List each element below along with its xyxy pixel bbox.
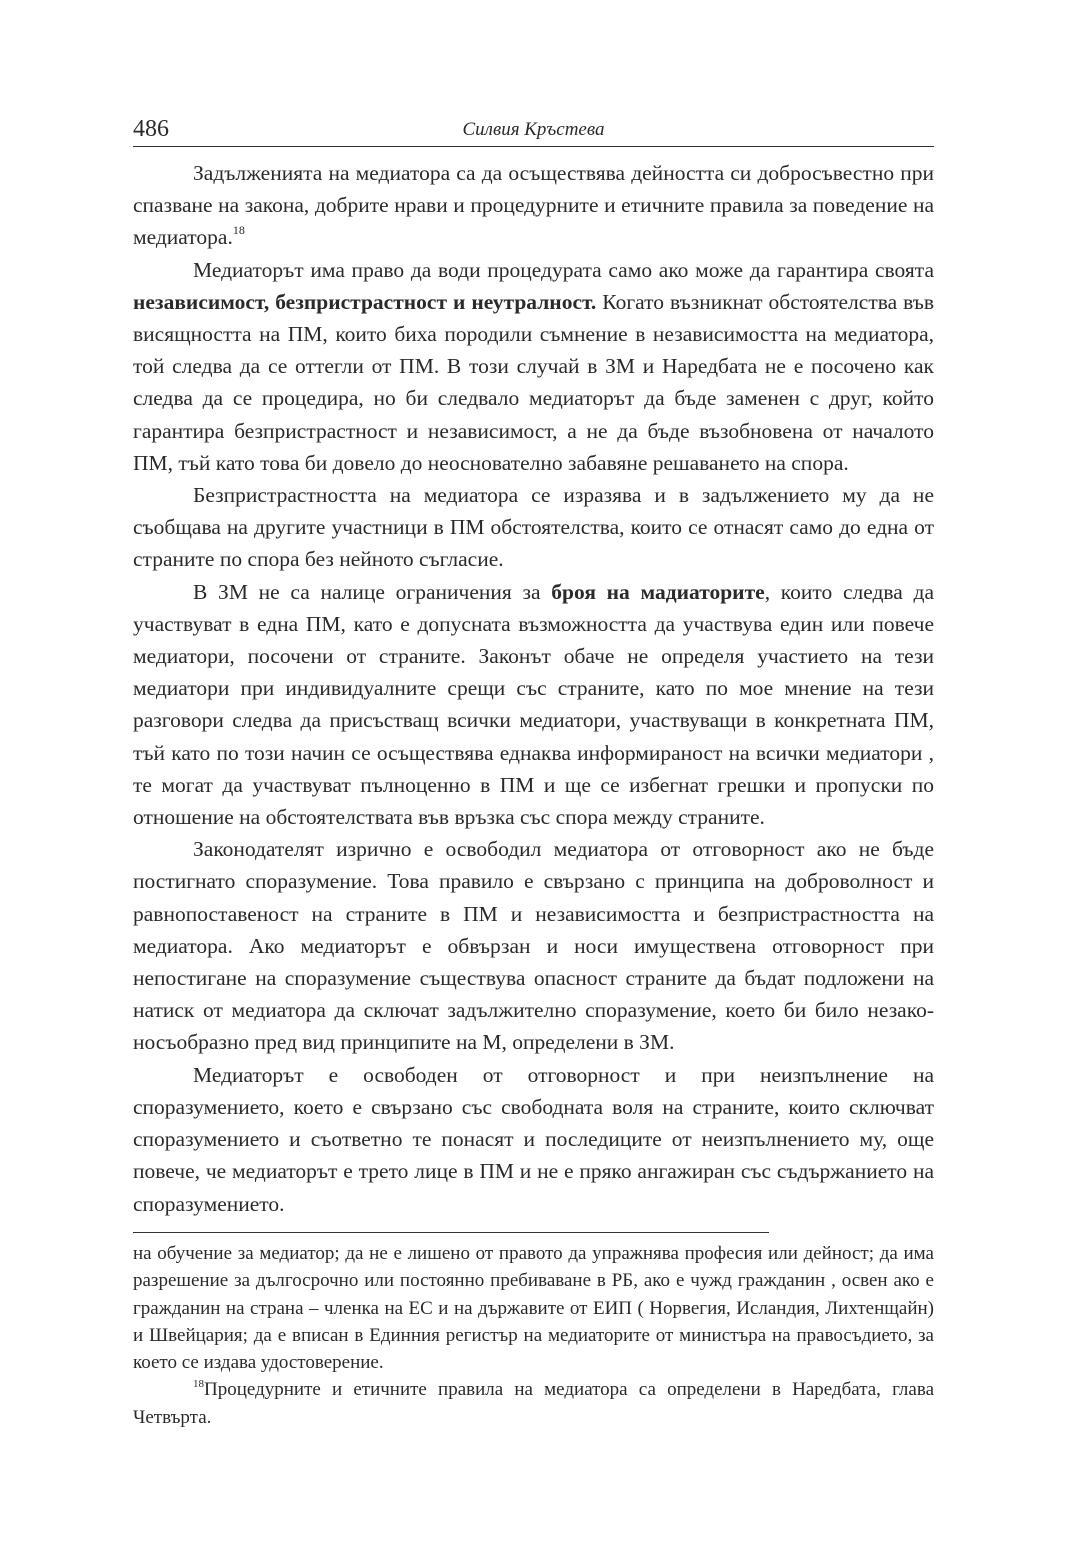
paragraph-6: Медиаторът е освободен от отговорност и при неизпълнение на споразумението, което е свързано със свободната воля на страните, които сключват споразумението и съответно те понасят и последиците от неизпълнението му, още повече, че медиаторът е трето лице в ПМ и не е пряко ангажиран със съдържанието на споразумението. [133, 1062, 934, 1216]
paragraph-4-text-after: , които следва да участвуват в една ПМ, като е допусната възможността да участвува един или повече медиатори, посочени от страните. Законът обаче не определя участието на тези медиатори при индивидуалните срещи със страните, като по мое мнение на тези разговори следва да присъстващ всички медиатори, участвуващи в конкретната ПМ, тъй като по този начин се осъществява еднаква информираност на всички медиатори , те могат да участвуват пълноценно в ПМ и ще се избегнат грешки и пропуски по отношение на обстоятелствата във връзка със спора между страните. [133, 579, 935, 830]
paragraph-4-bold: броя на мадиаторите [551, 579, 765, 604]
footnote-18 [133, 1376, 934, 1431]
paragraph-1 [133, 157, 934, 254]
page-number: 486 [133, 116, 169, 142]
main-text [133, 157, 934, 1220]
footnotes [133, 1240, 934, 1431]
footnote-18-number: 18 [193, 1378, 204, 1391]
paragraph-4-text-before: В ЗМ не са налице ограничения за [193, 579, 552, 604]
paragraph-2-text-after: Когато възникнат обстоятелства във висящността на ПМ, които биха породили съмнение в независимостта на медиатора, той следва да се оттегли от ПМ. В този случай в ЗМ и Наредбата не е посочено как следва да се процедира, но би следвало медиаторът да бъде заменен с друг, който гарантира безпристрастност и независимост, а не да бъде възобновена от началото ПМ, тъй като това би довело до неоснователно забавяне решаването на спора. [133, 289, 935, 475]
footnote-rule [133, 1232, 769, 1233]
paragraph-2 [133, 254, 934, 479]
paragraph-2-bold: независимост, безпристрастност и неутралност. [133, 289, 597, 314]
footnote-continued: на обучение за медиатор; да не е лишено от правото да упражнява професия или дейност; да има разрешение за дългосрочно или постоянно пребиваване в РБ, ако е чужд гражданин , освен ако е гражданин на страна – членка на ЕС и на държавите от ЕИП ( Норвегия, Исландия, Лихтенщайн) и Швейцария; да е вписан в Единния регистър на медиаторите от министъра на правосъдието, за което се издава удостоверение. [133, 1243, 934, 1374]
running-title: Силвия Кръстева [462, 119, 605, 140]
paragraph-4 [133, 576, 934, 834]
paragraph-3: Безпристрастността на медиатора се изразява и в задължението му да не съобщава на другите участници в ПМ обстоятелства, които се отнасят само до една от страните по спора без нейното съгласие. [133, 483, 934, 572]
paragraph-5: Законодателят изрично е освободил медиатора от отговорност ако не бъде постигнато споразумение. Това правило е свързано с принципа на доброволност и равнопоставеност на страните в ПМ и независимостта и безпристрастността на медиатора. Ако медиаторът е обвързан и носи имуществена отговорност при непостигане на споразумение съществува опасност страните да бъдат подложени на натиск от медиатора да сключат задължително споразумение, което би било незако-носъобразно пред вид принципите на М, определени в ЗМ. [133, 837, 934, 1055]
paragraph-2-text-before: Медиаторът има право да води процедурата само ако може да гарантира своята [193, 257, 934, 282]
footnote-18-text: Процедурните и етичните правила на медиатора са определени в Наредбата, глава Четвърта. [133, 1379, 934, 1428]
header-rule [133, 146, 934, 147]
paragraph-1-text: Задълженията на медиатора са да осъществява дейността си добросъвестно при спазване на закона, добрите нрави и процедурните и етичните правила за поведение на медиатора. [133, 161, 934, 250]
footnote-ref-18[interactable]: 18 [232, 223, 245, 238]
